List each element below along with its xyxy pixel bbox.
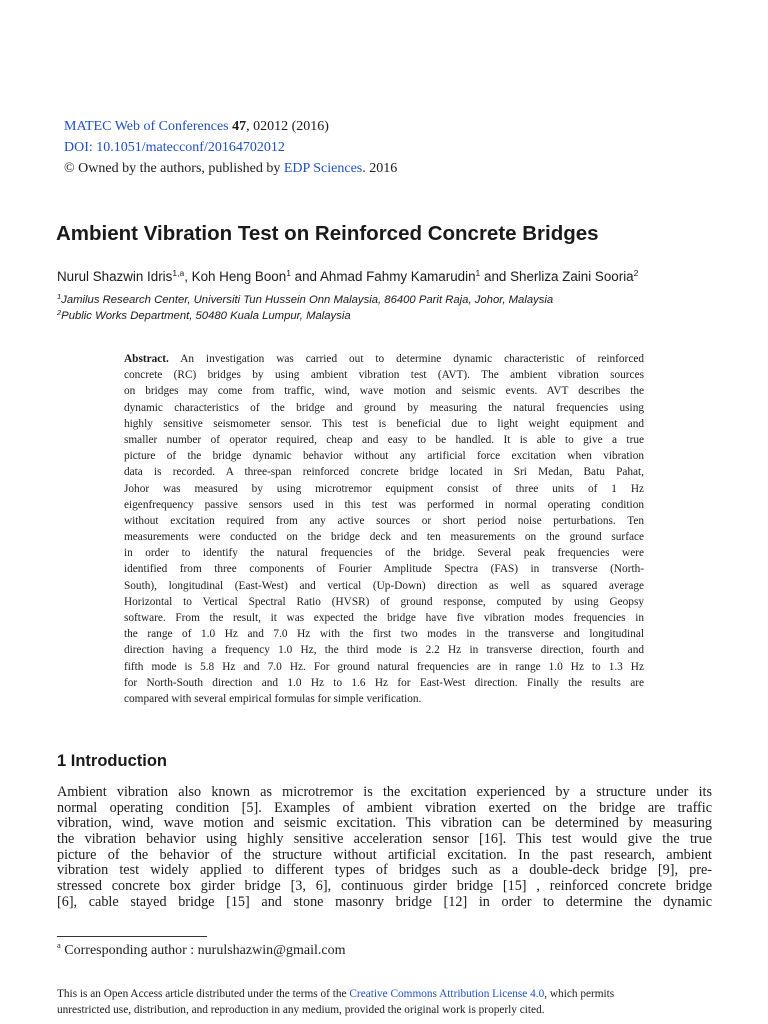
abstract-line: picture of the bridge dynamic behavior without any artificial force excitation when vibration	[124, 450, 644, 463]
abstract-line: identified from three components of Fourier Amplitude Spectra (FAS) in transverse (North-	[124, 563, 644, 576]
body-line: [6], cable stayed bridge [15] and stone masonry bridge [12] in order to determine the dynamic	[57, 893, 712, 910]
article-info: , 02012 (2016)	[246, 119, 329, 134]
volume-number: 47	[232, 119, 247, 134]
abstract	[124, 351, 644, 707]
abstract-line: software. From the result, it was expected the bridge have five vibration modes frequencies in	[124, 612, 644, 624]
author-name: Nurul Shazwin Idris	[57, 269, 173, 284]
author-name: Sherliza Zaini Sooria	[510, 269, 634, 284]
abstract-line: Horizontal to Vertical Spectral Ratio (HVSR) of ground response, computed by using Geopsy	[124, 595, 644, 608]
abstract-line: on bridges may come from traffic, wind, wave motion and seismic events. AVT describes the	[124, 385, 644, 398]
affiliation-text: Jamilus Research Center, Universiti Tun Hussein Onn Malaysia, 86400 Parit Raja, Johor, Malaysia	[61, 294, 554, 306]
abstract-line: dynamic characteristics of the bridge and ground by measuring the natural frequencies using	[124, 401, 644, 414]
abstract-line: Johor was measured by using microtremor equipment consist of three units of 1 Hz	[124, 482, 644, 495]
journal-link[interactable]: MATEC Web of Conferences	[64, 119, 229, 134]
doi-line	[64, 137, 397, 158]
abstract-line: fifth mode is 5.8 Hz and 7.0 Hz. For ground natural frequencies are in range 1.0 Hz to 1.3 Hz	[124, 660, 644, 673]
abstract-line: eigenfrequency passive sensors used in this test was performed in normal operating condition	[124, 498, 644, 511]
author-affiliation-mark: 1	[286, 268, 291, 278]
license-link[interactable]: Creative Commons Attribution License 4.0	[349, 988, 545, 1000]
affiliation-item	[57, 309, 553, 325]
author-name: Ahmad Fahmy Kamarudin	[319, 269, 476, 284]
abstract-line: without excitation required from any active sources or short period noise perturbations. Ten	[124, 514, 644, 527]
license-notice	[57, 987, 614, 1018]
publisher-link[interactable]: EDP Sciences	[283, 161, 363, 176]
author-name: Koh Heng Boon	[191, 269, 287, 284]
abstract-line: highly sensitive seismometer sensor. This test is beneficial due to light weight equipment and	[124, 417, 644, 430]
abstract-line: direction having a frequency 1.0 Hz, the third mode is 2.2 Hz in transverse direction, fourth and	[124, 644, 644, 657]
body-line: Ambient vibration also known as microtremor is the excitation experienced by a structure under its	[57, 784, 712, 800]
license-line	[57, 987, 614, 1003]
abstract-line: South), longitudinal (East-West) and vertical (Up-Down) direction as well as squared average	[124, 579, 644, 592]
body-line: vibration, wind, wave motion and seismic excitation. This vibration can be determined by measuring	[57, 815, 712, 832]
body-line: stressed concrete box girder bridge [3, 6], continuous girder bridge [15] , reinforced concrete bridge	[57, 878, 712, 895]
affiliations	[57, 293, 553, 324]
body-line: vibration test widely applied to different types of bridges such as a double-deck bridge [9], pre-	[57, 862, 712, 879]
introduction-body	[57, 785, 712, 911]
abstract-line: concrete (RC) bridges by using ambient vibration test (AVT). The ambient vibration sources	[124, 369, 644, 382]
author-affiliation-mark: 1	[475, 268, 481, 278]
abstract-text: An investigation was carried out to determine dynamic characteristic of reinforced	[168, 353, 644, 365]
affiliation-item	[57, 293, 553, 309]
footnote-divider	[57, 936, 207, 937]
license-text: This is an Open Access article distributed under the terms of the	[57, 988, 350, 1000]
abstract-label: Abstract.	[124, 353, 169, 365]
abstract-line: compared with several empirical formulas for simple verification.	[124, 692, 422, 705]
doi-link[interactable]: 10.1051/matecconf/20164702012	[96, 140, 285, 155]
author-list	[57, 269, 638, 284]
journal-citation	[64, 116, 397, 137]
footnote-text: Corresponding author : nurulshazwin@gmail.com	[60, 943, 346, 958]
abstract-line: measurements were conducted on the bridge deck and ten measurements on the ground surface	[124, 531, 644, 544]
license-line: unrestricted use, distribution, and reproduction in any medium, provided the original work is properly cited.	[57, 1003, 545, 1016]
author-affiliation-mark: 1,a	[172, 268, 185, 278]
license-text: , which permits	[544, 988, 615, 1000]
body-line: normal operating condition [5]. Examples of ambient vibration exerted on the bridge are traffic	[57, 799, 712, 816]
abstract-line: in order to identify the natural frequencies of the bridge. Several peak frequencies were	[124, 547, 644, 560]
copyright-year: . 2016	[362, 161, 398, 176]
copyright-line	[64, 158, 397, 179]
section-heading: 1 Introduction	[57, 752, 167, 770]
abstract-line: data is recorded. A three-span reinforced concrete bridge located in Sri Medan, Batu Pahat,	[124, 466, 644, 479]
abstract-line: for North-South direction and 1.0 Hz to 1.6 Hz for East-West direction. Finally the results are	[124, 676, 644, 689]
footnote	[57, 940, 346, 959]
author-separator: ,	[184, 269, 192, 284]
affiliation-mark: 2	[57, 307, 62, 317]
paper-title: Ambient Vibration Test on Reinforced Concrete Bridges	[56, 222, 599, 245]
affiliation-text: Public Works Department, 50480 Kuala Lumpur, Malaysia	[61, 309, 351, 322]
author-separator: and	[480, 269, 511, 284]
article-header	[64, 116, 397, 179]
abstract-line: smaller number of operator required, cheap and easy to be handled. It is able to give a true	[124, 433, 644, 446]
doi-label: DOI:	[64, 140, 97, 155]
abstract-line: the range of 1.0 Hz and 7.0 Hz with the first two modes in the transverse and longitudinal	[124, 628, 644, 641]
author-affiliation-mark: 2	[633, 268, 639, 278]
affiliation-mark: 1	[57, 292, 62, 301]
abstract-line	[124, 351, 644, 367]
body-line: picture of the behavior of the structure without artificial excitation. In the past research, ambient	[57, 846, 712, 863]
copyright-text: © Owned by the authors, published by	[64, 161, 284, 176]
footnote-mark: a	[57, 940, 61, 950]
author-separator: and	[290, 269, 320, 284]
body-line: the vibration behavior using highly sensitive acceleration sensor [16]. This test would give the true	[57, 831, 712, 848]
